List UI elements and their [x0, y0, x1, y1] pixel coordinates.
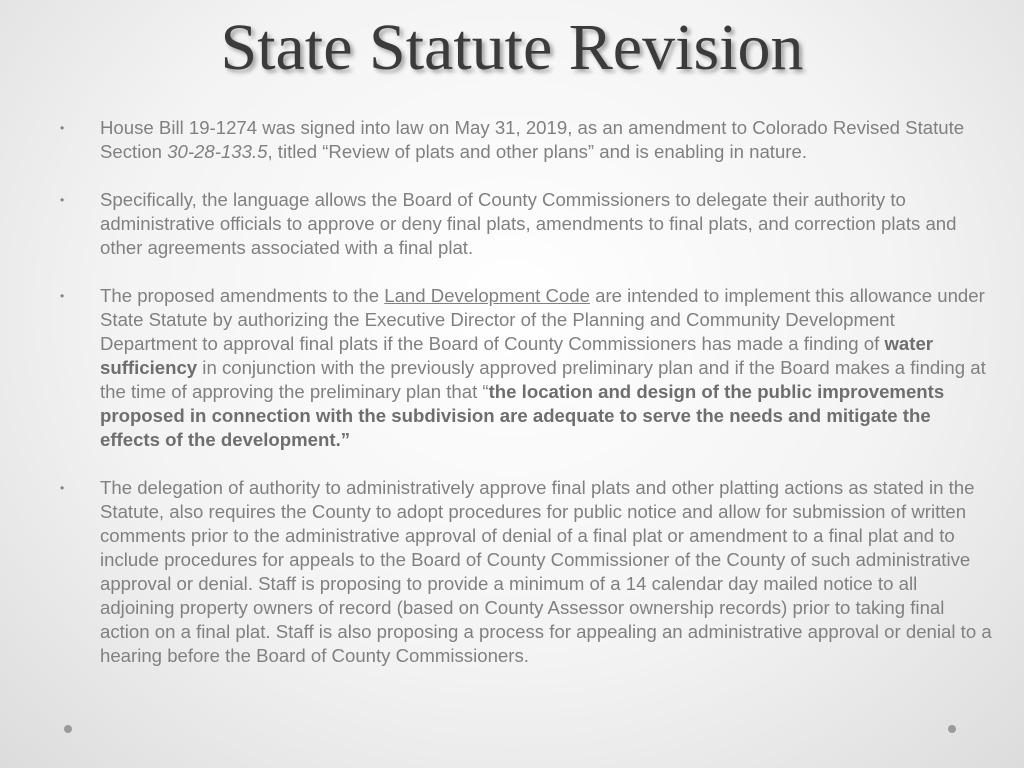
bullet-proposed-amendments [56, 284, 992, 452]
bullet-text: The delegation of authority to administratively approve final plats and other platting actions as stated in the Statute, also requires the County to adopt procedures for public notice and allow for submission of written comments prior to the administrative approval of denial of a final plat or amendment to a final plat and to include procedures for appeals to the Board of County Commissioner of the County of such administrative approval or denial. Staff is proposing to provide a minimum of a 14 calendar day mailed notice to all adjoining property owners of record (based on County Assessor ownership records) prior to taking final action on a final plat. Staff is also proposing a process for appealing an administrative approval or denial to a hearing before the Board of County Commissioners. [100, 477, 992, 666]
decorative-dot-right [948, 725, 956, 733]
finding-quote-emphasis: the location and design of the public improvements proposed in connection with the subdivision are adequate to serve the needs and mitigate the effects of the development.” [100, 381, 945, 450]
bullet-text-part: in conjunction with the previously approved preliminary plan and if the Board makes a finding at the time of approving the preliminary plan that “ [100, 357, 986, 402]
bullet-text-part: are intended to implement this allowance under State Statute by authorizing the Executive Director of the Planning and Community Development Department to approval final plats if the Board of County Commissioners has made a finding of [100, 285, 985, 354]
slide-title: State Statute Revision [220, 11, 804, 84]
bullet-marker: • [60, 121, 65, 135]
bullet-house-bill [56, 116, 992, 164]
bullet-text [100, 116, 992, 164]
water-sufficiency-emphasis: water sufficiency [100, 333, 934, 378]
bullet-text: Specifically, the language allows the Board of County Commissioners to delegate their authority to administrative officials to approve or deny final plats, amendments to final plats, and correction plats and other agreements associated with a final plat. [100, 189, 957, 258]
decorative-dot-left [64, 725, 72, 733]
bullet-marker: • [60, 481, 65, 495]
bullet-marker: • [60, 289, 65, 303]
bullet-text-part: , titled “Review of plats and other plans” and is enabling in nature. [267, 141, 808, 162]
bullet-public-notice [56, 476, 992, 668]
land-development-code-link[interactable]: Land Development Code [384, 285, 590, 306]
bullet-delegation-language [56, 188, 992, 260]
bullet-list [56, 116, 992, 692]
statute-reference: 30-28-133.5 [167, 141, 268, 162]
bullet-marker: • [60, 193, 65, 207]
bullet-text-part: House Bill 19-1274 was signed into law on May 31, 2019, as an amendment to Colorado Revised Statute Section [100, 117, 965, 162]
bullet-text [100, 284, 992, 452]
bullet-text-part: The proposed amendments to the [100, 285, 385, 306]
